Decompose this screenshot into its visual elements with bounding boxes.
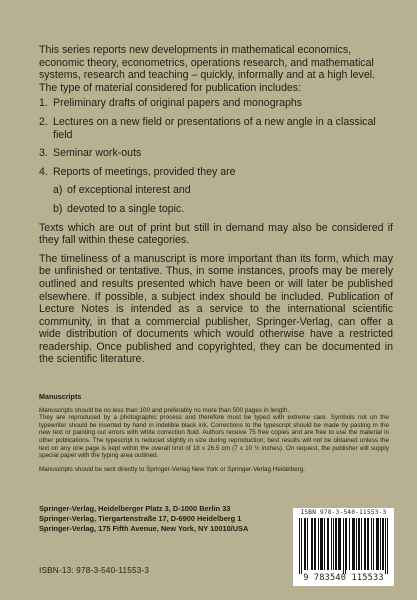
out-of-print-paragraph: Texts which are out of print but still in demand may also be considered if they fall within these categories. (39, 221, 393, 247)
list-item-number: 3. (39, 147, 48, 160)
timeliness-paragraph: The timeliness of a manuscript is more important than its form, which may be unfinished or tentative. Thus, in some instances, proofs may be merely outlined and results presented which have been or will later be published elsewhere. If possible, a subject index should be included. Publication of Lecture Notes is intended as a service to the international scientific community, in that a commercial publisher, Springer-Verlag, can offer a wide distribution of documents which would otherwise have a restricted readership. Once published and copyrighted, they can be documented in the scientific literature. (39, 252, 393, 366)
list-item (39, 97, 393, 110)
address-line: Springer-Verlag, 175 Fifth Avenue, New York, NY 10010/USA (39, 523, 249, 533)
barcode-bars (299, 518, 388, 574)
manuscripts-typing-text: They are reproduced by a photographic process and therefore must be typed with extreme care. Symbols not on the typewriter should be inserted by hand in indelible black ink. Corrections to the typescript should be made by pasting in the new text or painting out errors with white correction fluid. Authors receive 75 free copies and are free to use the material in other publications. The typescript is reduced slightly in size during reproduction; best results will not be obtained unless the text on any one page is kept within the overall limit of 18 x 26.5 cm (7 x 10 ½ inches). On request, the publisher will supply special paper with the typing area outlined. (39, 414, 389, 460)
barcode-digits: 9 783540 115533 (303, 573, 384, 583)
sublist-item-text: of exceptional interest and (67, 184, 191, 197)
manuscripts-length-text: Manuscripts should be no less than 100 and preferably no more than 500 pages in length. (39, 406, 290, 414)
isbn-barcode (293, 508, 394, 586)
sublist-item (53, 203, 393, 216)
list-item-text: Seminar work-outs (53, 147, 142, 160)
material-type-list (39, 97, 393, 215)
series-description (39, 44, 393, 366)
sublist-item-letter: b) (53, 202, 63, 215)
intro-paragraph: This series reports new developments in mathematical economics, economic theory, econometrics, operations research, and mathematical systems, research and teaching – quickly, informally and at a high level. The type of material considered for publication includes: (39, 44, 376, 94)
manuscripts-heading: Manuscripts (39, 392, 82, 401)
list-item (39, 116, 393, 141)
manuscripts-send-text: Manuscripts should be sent directly to Springer-Verlag New York or Springer-Verlag Heidelberg. (39, 465, 306, 473)
address-line: Springer-Verlag, Tiergartenstraße 17, D-6900 Heidelberg 1 (39, 513, 242, 523)
manuscripts-section (39, 393, 389, 473)
list-item-number: 2. (39, 115, 48, 128)
sublist-item (53, 184, 393, 197)
list-item-number: 1. (39, 97, 48, 110)
list-item-text: Lectures on a new field or presentations of a new angle in a classical field (53, 115, 376, 141)
sublist-item-text: devoted to a single topic. (67, 202, 185, 215)
list-item-text: Reports of meetings, provided they are (53, 165, 236, 178)
address-line: Springer-Verlag, Heidelberger Platz 3, D-1000 Berlin 33 (39, 504, 231, 513)
list-item-text: Preliminary drafts of original papers and monographs (53, 97, 303, 110)
list-item-number: 4. (39, 165, 48, 178)
barcode-isbn-label: ISBN 978-3-540-11553-3 (300, 509, 387, 516)
list-item (39, 147, 393, 160)
isbn-text: ISBN-13: 978-3-540-11553-3 (39, 566, 150, 575)
meeting-criteria-sublist (53, 184, 393, 215)
publisher-addresses (39, 504, 269, 533)
sublist-item-letter: a) (53, 184, 63, 197)
list-item (39, 166, 393, 216)
